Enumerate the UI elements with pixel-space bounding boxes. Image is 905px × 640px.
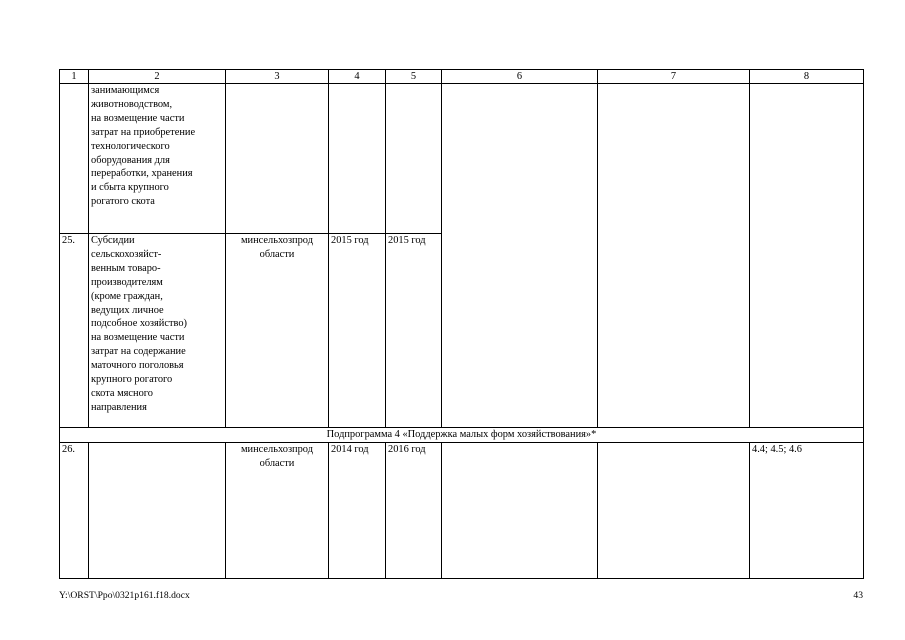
consequences-cell — [598, 443, 750, 579]
start-year-cell: 2015 год — [329, 234, 386, 428]
indicators-cell — [750, 234, 864, 428]
row-number-cell: 25. — [60, 234, 89, 428]
end-year-cell: 2015 год — [386, 234, 442, 428]
start-year-cell — [329, 84, 386, 234]
end-year-cell: 2016 год — [386, 443, 442, 579]
page-number: 43 — [853, 590, 863, 601]
measure-name-cell — [89, 443, 226, 579]
expected-result-cell — [442, 443, 598, 579]
executor-cell — [226, 84, 329, 234]
consequences-cell — [598, 84, 750, 234]
table-row — [60, 84, 864, 234]
column-number: 8 — [750, 70, 864, 84]
column-number: 4 — [329, 70, 386, 84]
row-number-cell: 26. — [60, 443, 89, 579]
measure-name-cell: Субсидии сельскохозяйст- венным товаро- производителям (кроме граждан, ведущих личное подсобное хозяйство) на возмещение части затрат на содержание маточного поголовья крупного рогатого скота мясного направления — [89, 234, 226, 428]
table-row — [60, 234, 864, 428]
column-number: 6 — [442, 70, 598, 84]
subprogram-title-row — [60, 428, 864, 443]
expected-result-cell — [442, 234, 598, 428]
column-number: 2 — [89, 70, 226, 84]
start-year-cell: 2014 год — [329, 443, 386, 579]
column-number: 1 — [60, 70, 89, 84]
subprogram-title: Подпрограмма 4 «Поддержка малых форм хозяйствования»* — [60, 428, 864, 443]
column-number: 3 — [226, 70, 329, 84]
indicators-cell: 4.4; 4.5; 4.6 — [750, 443, 864, 579]
end-year-cell — [386, 84, 442, 234]
executor-cell: минсельхозпрод области — [226, 234, 329, 428]
column-number: 5 — [386, 70, 442, 84]
footer-file-path: Y:\ORST\Ppo\0321p161.f18.docx — [59, 590, 190, 601]
table-row — [60, 443, 864, 579]
expected-result-cell — [442, 84, 598, 234]
program-table — [59, 69, 864, 579]
measure-name-cell: занимающимся животноводством, на возмещение части затрат на приобретение технологического оборудования для переработки, хранения и сбыта крупного рогатого скота — [89, 84, 226, 234]
indicators-cell — [750, 84, 864, 234]
row-number-cell — [60, 84, 89, 234]
executor-cell: минсельхозпрод области — [226, 443, 329, 579]
consequences-cell — [598, 234, 750, 428]
column-number: 7 — [598, 70, 750, 84]
column-number-header-row — [60, 70, 864, 84]
